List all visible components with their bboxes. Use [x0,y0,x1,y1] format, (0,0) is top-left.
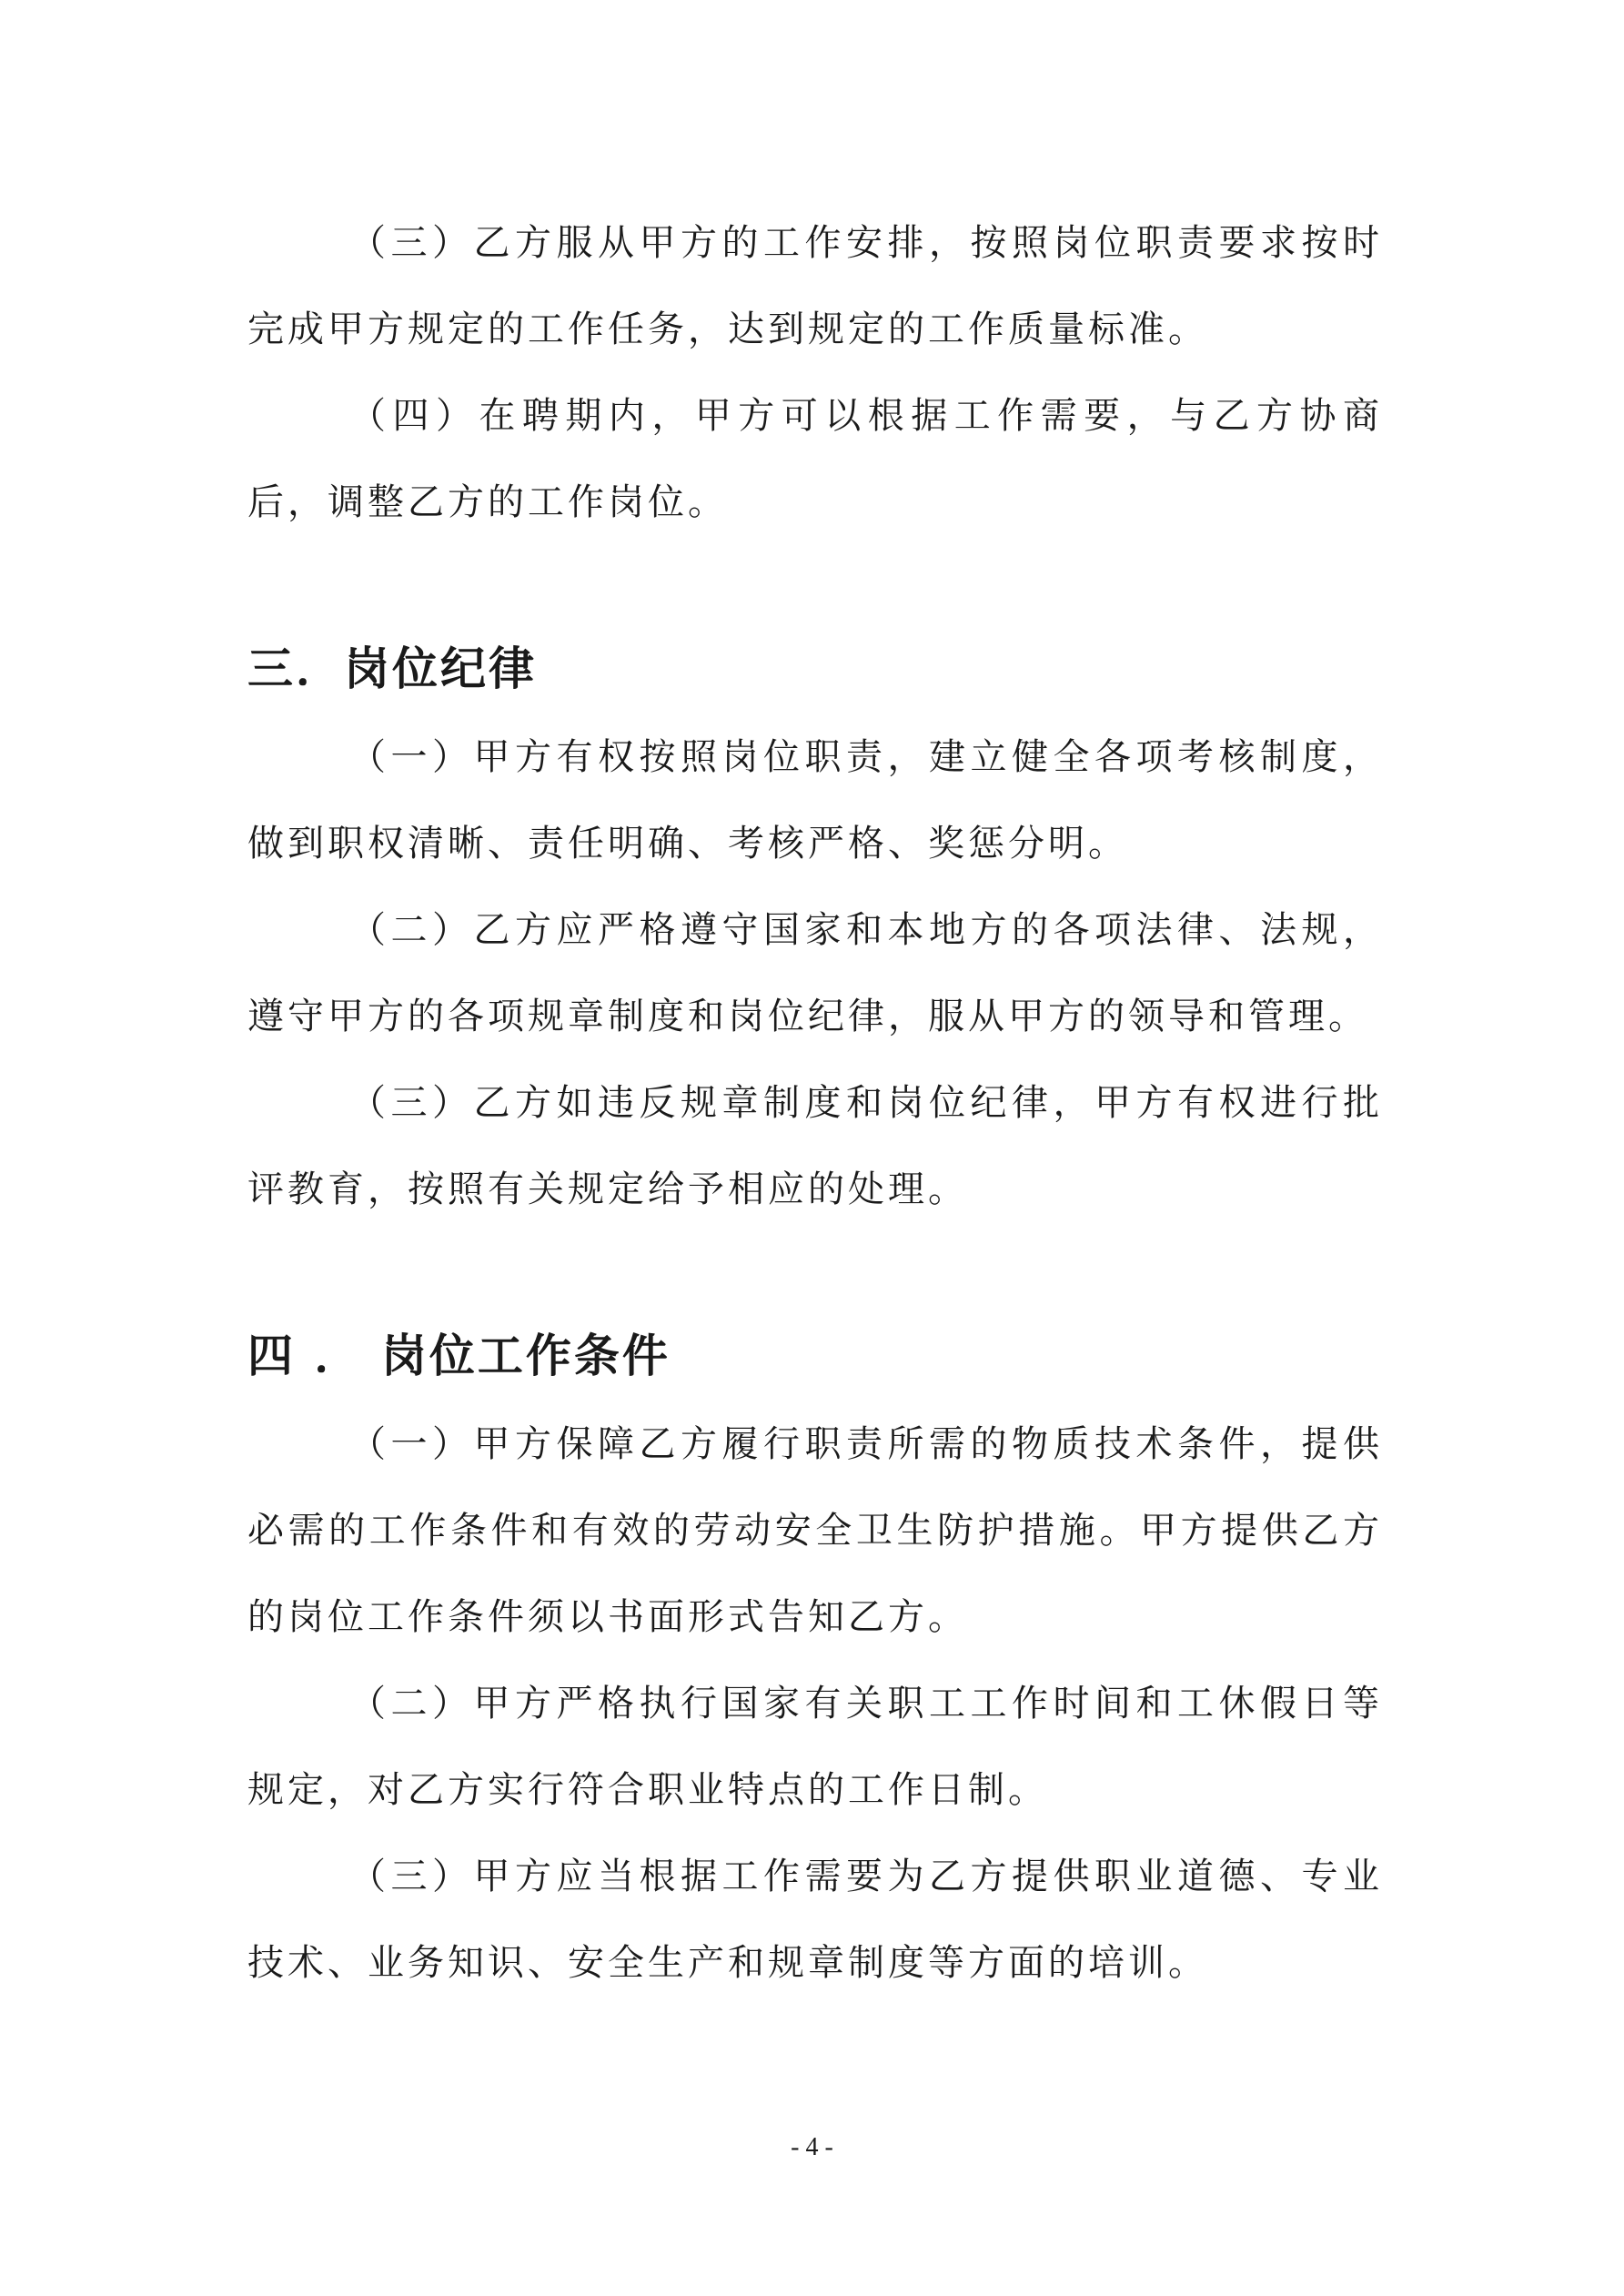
section-4-heading: 四 ． 岗位工作条件 [247,1330,671,1382]
paragraph-2-4: （四）在聘期内，甲方可以根据工作需要，与乙方协商后，调整乙方的工作岗位。 [247,395,1383,523]
paragraph-2-3: （三）乙方服从甲方的工作安排，按照岗位职责要求按时完成甲方规定的工作任务，达到规定的工作质量标准。 [247,222,1383,350]
paragraph-4-1: （一）甲方保障乙方履行职责所需的物质技术条件，提供必需的工作条件和有效的劳动安全卫生防护措施。甲方提供乙方的岗位工作条件须以书面形式告知乙方。 [247,1423,1383,1638]
paragraph-4-3: （三）甲方应当根据工作需要为乙方提供职业道德、专业技术、业务知识、安全生产和规章制度等方面的培训。 [247,1856,1383,1984]
paragraph-3-1: （一）甲方有权按照岗位职责，建立健全各项考核制度，做到职权清晰、责任明确、考核严格、奖惩分明。 [247,736,1383,865]
page-number: - 4 - [791,2133,833,2161]
paragraph-4-2: （二）甲方严格执行国家有关职工工作时间和工休假日等规定，对乙方实行符合职业特点的工作日制。 [247,1683,1383,1811]
section-3-heading: 三．岗位纪律 [247,642,537,695]
paragraph-3-3: （三）乙方如违反规章制度和岗位纪律，甲方有权进行批评教育，按照有关规定给予相应的处理。 [247,1082,1383,1210]
paragraph-3-2: （二）乙方应严格遵守国家和本地方的各项法律、法规，遵守甲方的各项规章制度和岗位纪律，服从甲方的领导和管理。 [247,909,1383,1037]
